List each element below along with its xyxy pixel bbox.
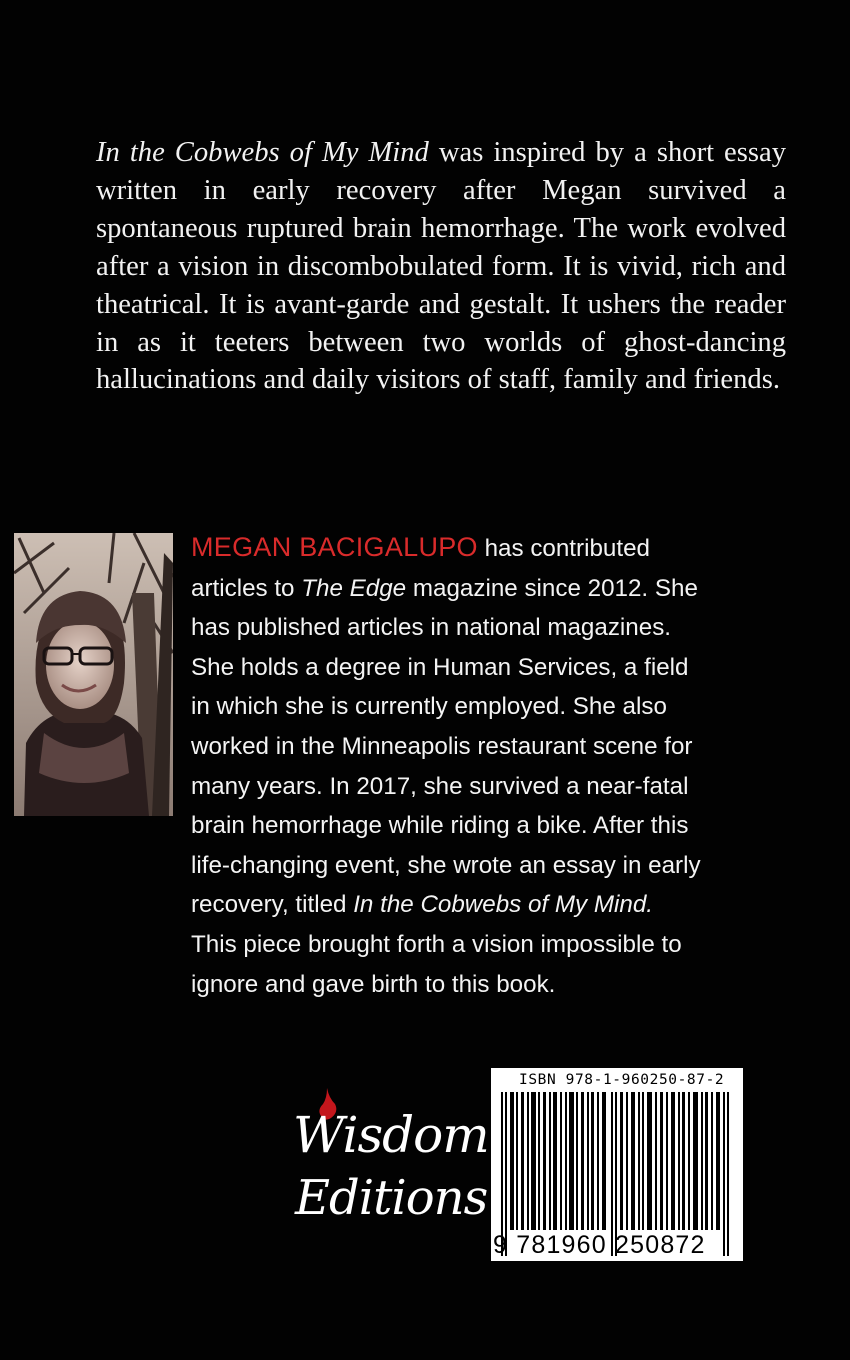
book-title-reference: In the Cobwebs of My Mind. — [353, 891, 653, 919]
bio-line: She holds a degree in Human Services, a field — [191, 653, 689, 681]
bio-line: in which she is currently employed. She also — [191, 693, 667, 721]
bio-line: brain hemorrhage while riding a bike. After this — [191, 812, 689, 840]
bio-text: magazine since 2012. She — [406, 574, 698, 602]
blurb-book-title: In the Cobwebs of My Mind — [96, 137, 429, 168]
blurb-text: was inspired by a short essay written in early recovery after Megan survived a spontaneous ruptured brain hemorrhage. The work evolved after a vision in discombobulated form. It is vivid, rich and theatrical. It is avant-garde and gestalt. It ushers the reader in as it teeters between two worlds of ghost-dancing hallucinations and daily visitors of staff, family and friends. — [96, 137, 786, 396]
publisher-logo — [285, 1088, 489, 1248]
publisher-name-line2: Editions — [295, 1170, 488, 1226]
bio-line — [191, 885, 791, 925]
bio-text: recovery, titled — [191, 891, 354, 919]
bio-line: This piece brought forth a vision impossible to — [191, 930, 682, 958]
barcode-digits: 9 781960 250872 — [493, 1231, 706, 1259]
bio-line: worked in the Minneapolis restaurant scene for — [191, 732, 693, 760]
author-bio — [191, 528, 791, 1004]
bio-text: articles to — [191, 574, 302, 602]
author-photo — [14, 533, 173, 816]
isbn-label: ISBN 978-1-960250-87-2 — [519, 1072, 725, 1088]
book-blurb — [96, 134, 786, 399]
bio-line: has published articles in national magazines. — [191, 614, 672, 642]
isbn-barcode — [491, 1068, 743, 1261]
bio-line — [191, 569, 791, 609]
bio-line: ignore and gave birth to this book. — [191, 970, 556, 998]
publisher-name-line1: Wisdom — [293, 1106, 489, 1164]
bio-line: life-changing event, she wrote an essay in early — [191, 851, 701, 879]
magazine-title: The Edge — [301, 574, 407, 602]
bio-text: has contributed — [477, 535, 650, 562]
bio-line — [191, 528, 791, 569]
author-name: MEGAN BACIGALUPO — [191, 532, 478, 562]
bio-line: many years. In 2017, she survived a near-fatal — [191, 772, 689, 800]
